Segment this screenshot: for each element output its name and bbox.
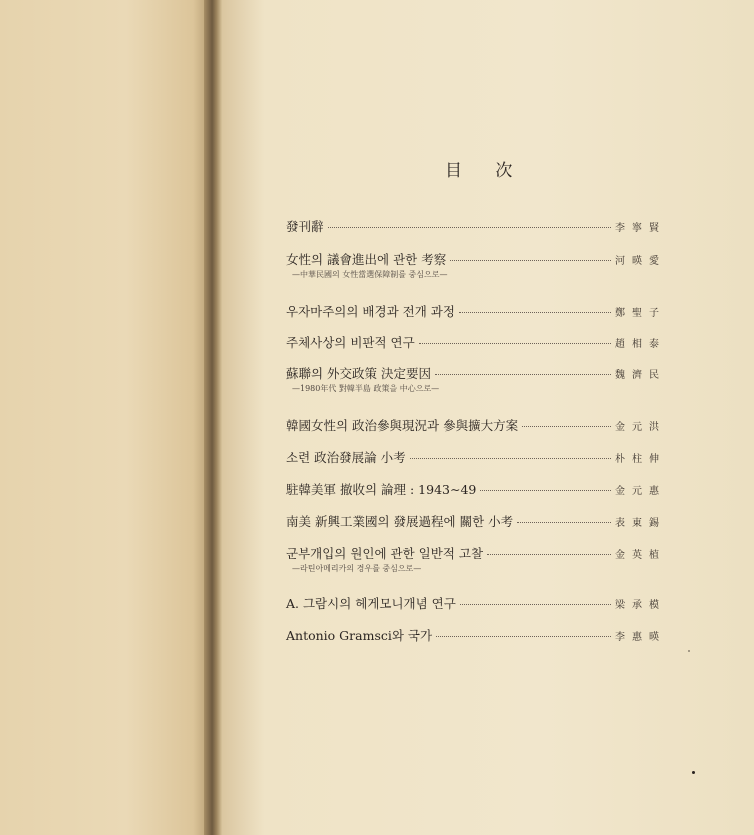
toc-entry-author: 李惠暎 [615, 632, 666, 643]
dot-leader [410, 458, 611, 459]
toc-entry-title: 우자마주의의 배경과 전개 과정 [286, 304, 455, 319]
toc-entry-author: 朴柱伸 [615, 454, 666, 465]
toc-entry-title: 女性의 議會進出에 관한 考察 [286, 252, 447, 267]
toc-entry-author: 梁承模 [615, 600, 666, 611]
toc-entry [286, 250, 666, 280]
dot-leader [450, 260, 611, 261]
toc-entry-author: 金元惠 [615, 486, 666, 497]
dot-leader [436, 636, 611, 637]
toc-entry-title: 發刊辭 [286, 219, 324, 234]
toc-entry-subtitle: —라틴아메리카의 경우를 중심으로— [292, 564, 422, 573]
toc-entry-subtitle: —中華民國의 女性當選保障制를 중심으로— [292, 270, 448, 279]
toc-entry-author: 李寧賢 [615, 223, 666, 234]
toc-entry [286, 480, 666, 498]
toc-entry-title: 蘇聯의 外交政策 決定要因 [286, 366, 432, 381]
toc-entry [286, 416, 666, 434]
toc-entry [286, 364, 666, 394]
book-gutter [204, 0, 222, 835]
dot-leader [522, 426, 611, 427]
toc-entry [286, 448, 666, 466]
toc-entry-title: 소련 政治發展論 小考 [286, 450, 406, 465]
toc-entry [286, 333, 666, 351]
dot-leader [480, 490, 611, 491]
dot-leader [487, 554, 611, 555]
toc-entry-author: 魏濟民 [615, 370, 666, 381]
toc-entry-subtitle: —1980年代 對韓半島 政策을 中心으로— [292, 384, 440, 393]
toc-entry [286, 217, 666, 235]
dot-leader [435, 374, 611, 375]
toc-entry-title: 주체사상의 비판적 연구 [286, 335, 415, 350]
toc-entry-author: 表東錫 [615, 518, 666, 529]
toc-entry [286, 544, 666, 574]
toc-entry-author: 金元洪 [615, 422, 666, 433]
toc-entry-title: 군부개입의 원인에 관한 일반적 고찰 [286, 546, 484, 561]
paper-speck [692, 771, 695, 774]
paper-speck [688, 650, 690, 652]
dot-leader [517, 522, 611, 523]
toc-entry-title: A. 그람시의 헤게모니개념 연구 [286, 596, 456, 611]
dot-leader [419, 343, 611, 344]
toc-entry-title: 南美 新興工業國의 發展過程에 關한 小考 [286, 514, 514, 529]
toc-entry-title: Antonio Gramsci와 국가 [286, 628, 433, 643]
toc-entry [286, 594, 666, 612]
toc-entry-title: 駐韓美軍 撤收의 論理 : 1943∼49 [286, 482, 477, 497]
left-page [0, 0, 210, 835]
toc-entry-author: 鄭聖子 [615, 308, 666, 319]
toc-entry [286, 302, 666, 320]
dot-leader [460, 604, 611, 605]
dot-leader [328, 227, 611, 228]
toc-entry [286, 626, 666, 644]
toc-entry-author: 趙相泰 [615, 339, 666, 350]
page-title: 目 次 [445, 161, 527, 181]
toc-entry [286, 512, 666, 530]
dot-leader [459, 312, 611, 313]
toc-entry-author: 河暎愛 [615, 256, 666, 267]
toc-entry-title: 韓國女性의 政治參與現況과 參與擴大方案 [286, 418, 519, 433]
toc-entry-author: 金英植 [615, 550, 666, 561]
